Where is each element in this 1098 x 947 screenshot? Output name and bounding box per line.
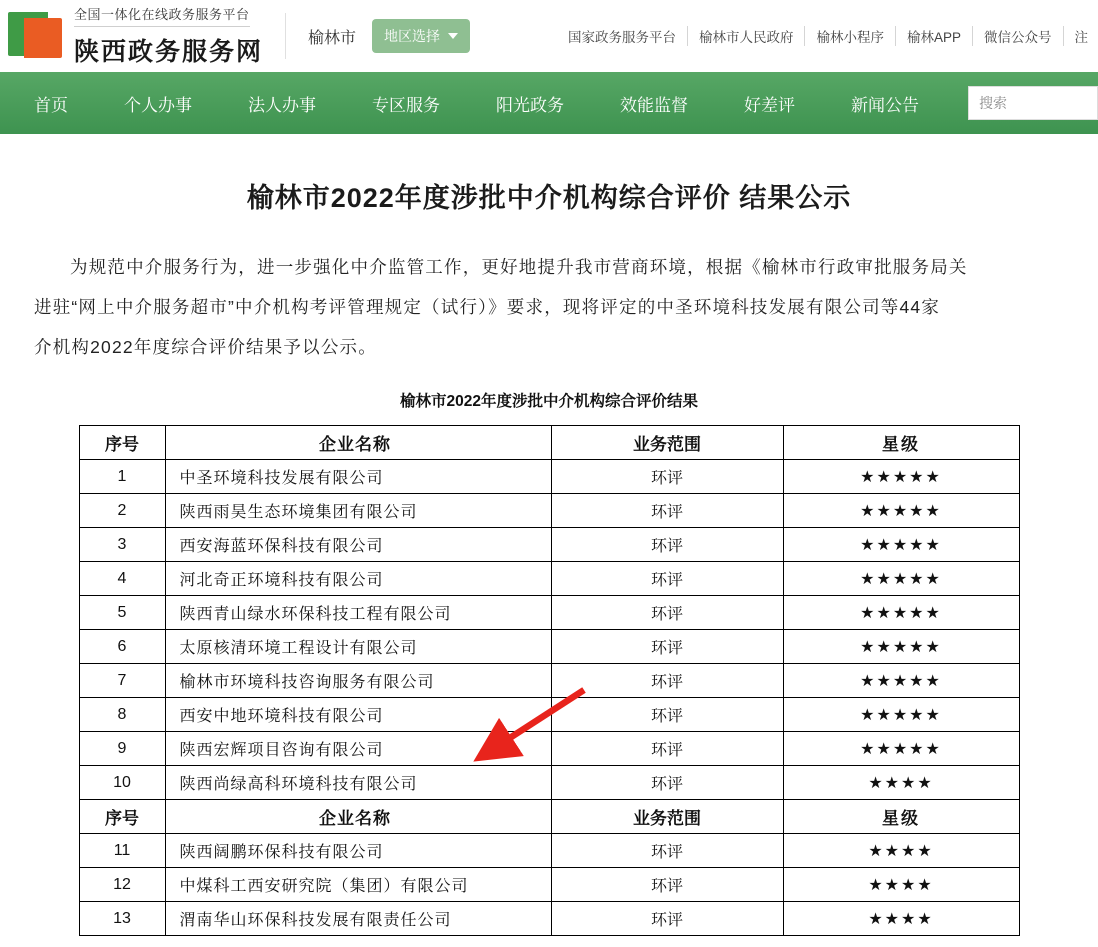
table-row [79,732,1019,766]
region-select-label: 地区选择 [384,28,441,44]
cell-company: 陕西青山绿水环保科技工程有限公司 [165,596,551,630]
cell-rating: ★★★★★ [783,698,1019,732]
platform-subtitle: 全国一体化在线政务服务平台 [74,4,250,27]
header-link-wechat[interactable]: 微信公众号 [973,26,1064,46]
cell-scope: 环评 [551,494,783,528]
nav-item-home[interactable]: 首页 [34,95,68,115]
search-input[interactable]: 搜索 [968,86,1098,120]
nav-item-review[interactable]: 好差评 [744,95,795,115]
cell-index: 6 [79,630,165,664]
cell-company: 陕西尚绿高科环境科技有限公司 [165,766,551,800]
cell-company: 河北奇正环境科技有限公司 [165,562,551,596]
cell-scope: 环评 [551,596,783,630]
cell-index: 5 [79,596,165,630]
article-paragraph [24,247,1074,367]
nav-item-efficiency-supervision[interactable]: 效能监督 [620,95,688,115]
paragraph-line-1: 为规范中介服务行为，进一步强化中介监管工作，更好地提升我市营商环境，根据《榆林市行政审批服务局关 [70,257,968,277]
region-select-button[interactable] [372,19,470,53]
table-row [79,460,1019,494]
cell-scope: 环评 [551,834,783,868]
column-header-rating: 星级 [783,800,1019,834]
header-link-register[interactable]: 注 [1074,30,1088,45]
site-logo-icon [8,8,64,64]
table-row [79,528,1019,562]
cell-scope: 环评 [551,766,783,800]
cell-index: 11 [79,834,165,868]
cell-scope: 环评 [551,732,783,766]
table-row [79,494,1019,528]
table-row [79,902,1019,936]
cell-scope: 环评 [551,460,783,494]
header-quick-links [557,26,1098,46]
column-header-index: 序号 [79,426,165,460]
cell-index: 2 [79,494,165,528]
platform-title: 陕西政务服务网 [74,38,264,66]
header-divider [285,13,286,59]
table-row [79,834,1019,868]
table-row [79,766,1019,800]
cell-rating: ★★★★ [783,902,1019,936]
paragraph-line-3: 介机构2022年度综合评价结果予以公示。 [34,337,377,357]
column-header-scope: 业务范围 [551,800,783,834]
cell-rating: ★★★★★ [783,562,1019,596]
cell-scope: 环评 [551,868,783,902]
cell-rating: ★★★★★ [783,528,1019,562]
cell-company: 陕西雨昊生态环境集团有限公司 [165,494,551,528]
cell-scope: 环评 [551,562,783,596]
cell-rating: ★★★★★ [783,732,1019,766]
table-header-row [79,426,1019,460]
current-city-label: 榆林市 [308,29,357,47]
cell-index: 7 [79,664,165,698]
table-row [79,698,1019,732]
cell-company: 陕西宏辉项目咨询有限公司 [165,732,551,766]
cell-scope: 环评 [551,528,783,562]
cell-rating: ★★★★ [783,834,1019,868]
cell-company: 西安海蓝环保科技有限公司 [165,528,551,562]
cell-index: 12 [79,868,165,902]
cell-company: 中圣环境科技发展有限公司 [165,460,551,494]
table-caption: 榆林市2022年度涉批中介机构综合评价结果 [400,393,698,410]
main-navigation [0,72,1098,134]
table-row [79,868,1019,902]
cell-company: 榆林市环境科技咨询服务有限公司 [165,664,551,698]
cell-index: 1 [79,460,165,494]
cell-scope: 环评 [551,902,783,936]
cell-scope: 环评 [551,630,783,664]
cell-rating: ★★★★★ [783,630,1019,664]
nav-item-sunshine-affairs[interactable]: 阳光政务 [496,95,564,115]
cell-company: 太原核清环境工程设计有限公司 [165,630,551,664]
header-link-city-government[interactable]: 榆林市人民政府 [688,26,806,46]
site-header [0,0,1098,72]
cell-index: 4 [79,562,165,596]
cell-rating: ★★★★★ [783,596,1019,630]
table-row [79,630,1019,664]
table-row [79,562,1019,596]
evaluation-results-table [79,425,1020,936]
header-link-national-platform[interactable]: 国家政务服务平台 [557,26,688,46]
table-row [79,596,1019,630]
cell-rating: ★★★★ [783,766,1019,800]
nav-item-zone-services[interactable]: 专区服务 [372,95,440,115]
column-header-rating: 星级 [783,426,1019,460]
table-header-row-repeat [79,800,1019,834]
cell-rating: ★★★★★ [783,664,1019,698]
nav-item-personal[interactable]: 个人办事 [124,95,192,115]
table-row [79,664,1019,698]
cell-index: 10 [79,766,165,800]
nav-item-legal-entity[interactable]: 法人办事 [248,95,316,115]
cell-rating: ★★★★★ [783,494,1019,528]
column-header-company: 企业名称 [165,426,551,460]
cell-company: 渭南华山环保科技发展有限责任公司 [165,902,551,936]
cell-index: 9 [79,732,165,766]
paragraph-line-2: 进驻“网上中介服务超市”中介机构考评管理规定（试行）》要求，现将评定的中圣环境科技发展有限公司等44家 [34,297,941,317]
header-link-app[interactable]: 榆林APP [896,26,973,46]
article-container [0,176,1098,936]
column-header-index: 序号 [79,800,165,834]
cell-index: 13 [79,902,165,936]
cell-company: 陕西阔鹏环保科技有限公司 [165,834,551,868]
chevron-down-icon [448,33,458,39]
cell-company: 西安中地环境科技有限公司 [165,698,551,732]
cell-scope: 环评 [551,698,783,732]
header-link-miniprogram[interactable]: 榆林小程序 [805,26,896,46]
cell-index: 3 [79,528,165,562]
cell-index: 8 [79,698,165,732]
page-title: 榆林市2022年度涉批中介机构综合评价 结果公示 [246,183,852,213]
column-header-scope: 业务范围 [551,426,783,460]
site-logo-text [74,4,263,68]
cell-rating: ★★★★ [783,868,1019,902]
column-header-company: 企业名称 [165,800,551,834]
nav-item-news[interactable]: 新闻公告 [851,95,919,115]
cell-scope: 环评 [551,664,783,698]
cell-company: 中煤科工西安研究院（集团）有限公司 [165,868,551,902]
cell-rating: ★★★★★ [783,460,1019,494]
